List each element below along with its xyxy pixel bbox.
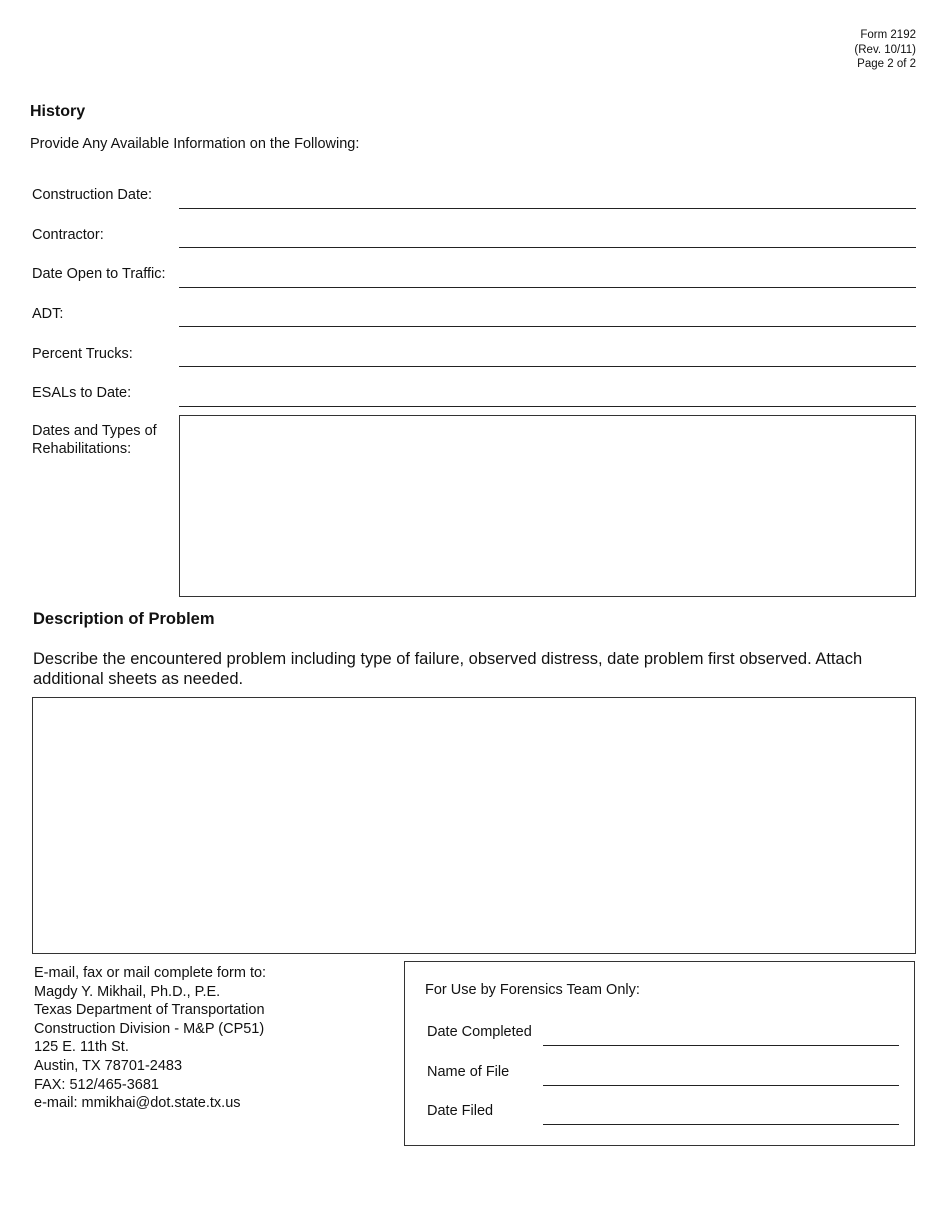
form-number: Form 2192 — [860, 29, 916, 41]
name-of-file-label: Name of File — [427, 1064, 510, 1080]
construction-date-field[interactable] — [179, 208, 916, 209]
form-revision: (Rev. 10/11) — [854, 43, 916, 56]
history-instructions: Provide Any Available Information on the Following: — [30, 136, 360, 152]
adt-field[interactable] — [179, 326, 916, 327]
history-heading: History — [30, 103, 86, 120]
date-filed-field[interactable] — [543, 1124, 899, 1125]
contact-line: Texas Department of Transportation — [34, 1002, 265, 1019]
contractor-label: Contractor: — [32, 227, 104, 243]
problem-instructions: Describe the encountered problem including type of failure, observed distress, date problem first observed. Attach additional sheets as needed. — [33, 650, 863, 688]
date-open-label: Date Open to Traffic: — [32, 266, 166, 282]
name-of-file-field[interactable] — [543, 1085, 899, 1086]
problem-description-textbox[interactable] — [32, 697, 916, 954]
contact-line: Magdy Y. Mikhail, Ph.D., P.E. — [34, 983, 221, 1000]
date-open-field[interactable] — [179, 287, 916, 288]
percent-trucks-field[interactable] — [179, 366, 916, 367]
rehabilitations-label-line1: Dates and Types of — [32, 423, 157, 439]
contact-line: FAX: 512/465-3681 — [34, 1076, 159, 1093]
esals-field[interactable] — [179, 406, 916, 407]
contractor-field[interactable] — [179, 247, 916, 248]
contact-line: 125 E. 11th St. — [34, 1039, 129, 1056]
contact-line: E-mail, fax or mail complete form to: — [34, 965, 267, 981]
forensics-heading: For Use by Forensics Team Only: — [425, 982, 640, 998]
contact-line: e-mail: mmikhai@dot.state.tx.us — [34, 1095, 241, 1112]
contact-line: Construction Division - M&P (CP51) — [34, 1020, 265, 1037]
problem-heading: Description of Problem — [33, 610, 215, 628]
rehabilitations-textbox[interactable] — [179, 415, 916, 597]
forensics-box — [404, 961, 915, 1146]
page-number: Page 2 of 2 — [857, 58, 916, 70]
esals-label: ESALs to Date: — [32, 385, 132, 401]
percent-trucks-label: Percent Trucks: — [32, 346, 133, 362]
construction-date-label: Construction Date: — [32, 187, 153, 203]
date-filed-label: Date Filed — [427, 1103, 494, 1119]
rehabilitations-label — [32, 422, 157, 458]
date-completed-label: Date Completed — [427, 1024, 532, 1040]
adt-label: ADT: — [32, 306, 64, 322]
date-completed-field[interactable] — [543, 1045, 899, 1046]
form-header — [854, 28, 916, 72]
contact-line: Austin, TX 78701-2483 — [34, 1057, 183, 1074]
rehabilitations-label-line2: Rehabilitations: — [32, 441, 132, 457]
contact-block — [34, 964, 266, 1113]
